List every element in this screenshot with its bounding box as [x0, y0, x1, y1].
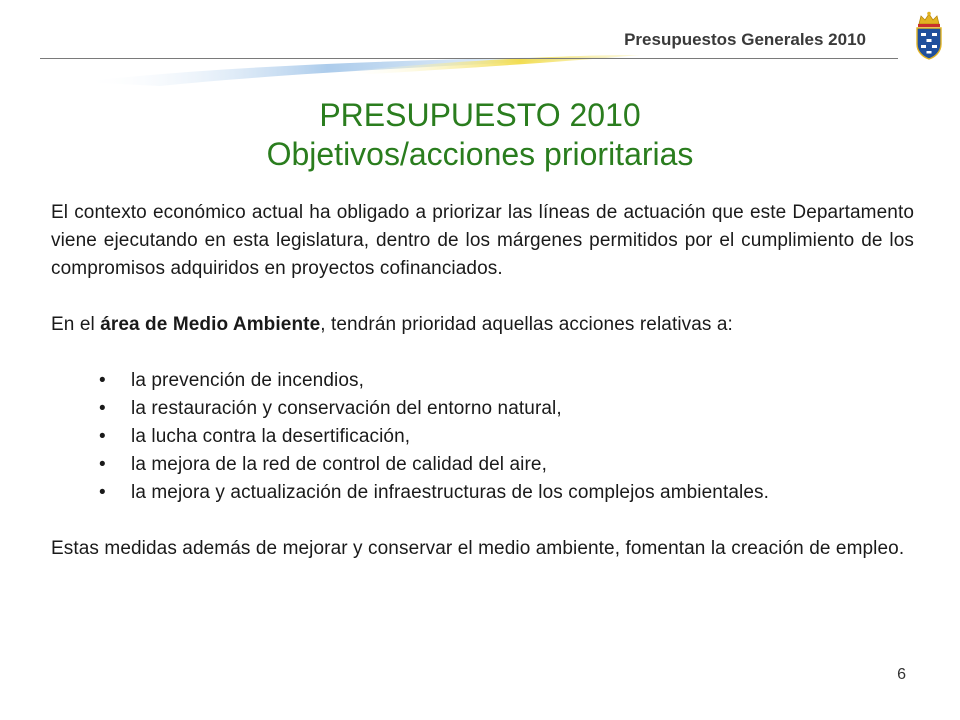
bullet-icon: •	[99, 482, 106, 503]
list-item	[51, 451, 914, 479]
list-item	[51, 479, 914, 507]
list-item-text: la mejora de la red de control de calidad del aire,	[131, 454, 547, 475]
area-paragraph	[51, 311, 914, 339]
list-item-text: la mejora y actualización de infraestructuras de los complejos ambientales.	[131, 482, 769, 503]
list-item-text: la lucha contra la desertificación,	[131, 426, 411, 447]
list-item	[51, 423, 914, 451]
coat-of-arms-icon	[911, 10, 947, 60]
slide-title-line-1: PRESUPUESTO 2010	[319, 97, 641, 133]
list-item-text: la prevención de incendios,	[131, 370, 364, 391]
intro-paragraph: El contexto económico actual ha obligado a priorizar las líneas de actuación que este Departamento viene ejecutando en esta legislatura, dentro de los márgenes permitidos por el cumplimiento de los compromisos adquiridos en proyectos cofinanciados.	[51, 202, 914, 279]
area-highlight: área de Medio Ambiente	[100, 314, 321, 335]
area-suffix: , tendrán prioridad aquellas acciones relativas a:	[320, 314, 733, 335]
bullet-icon: •	[99, 426, 106, 447]
slide-title-line-2: Objetivos/acciones prioritarias	[266, 136, 694, 172]
header-rule	[40, 58, 898, 59]
area-prefix: En el	[51, 314, 101, 335]
header-title: Presupuestos Generales 2010	[624, 30, 866, 49]
bullet-icon: •	[99, 454, 106, 475]
bullet-icon: •	[99, 370, 106, 391]
closing-paragraph: Estas medidas además de mejorar y conservar el medio ambiente, fomentan la creación de empleo.	[51, 538, 905, 559]
slide-title	[0, 96, 960, 174]
bullet-icon: •	[99, 398, 106, 419]
list-item-text: la restauración y conservación del entorno natural,	[131, 398, 562, 419]
page-number: 6	[897, 666, 906, 683]
slide-body	[51, 199, 914, 563]
list-item	[51, 367, 914, 395]
priority-list	[51, 367, 914, 507]
list-item	[51, 395, 914, 423]
